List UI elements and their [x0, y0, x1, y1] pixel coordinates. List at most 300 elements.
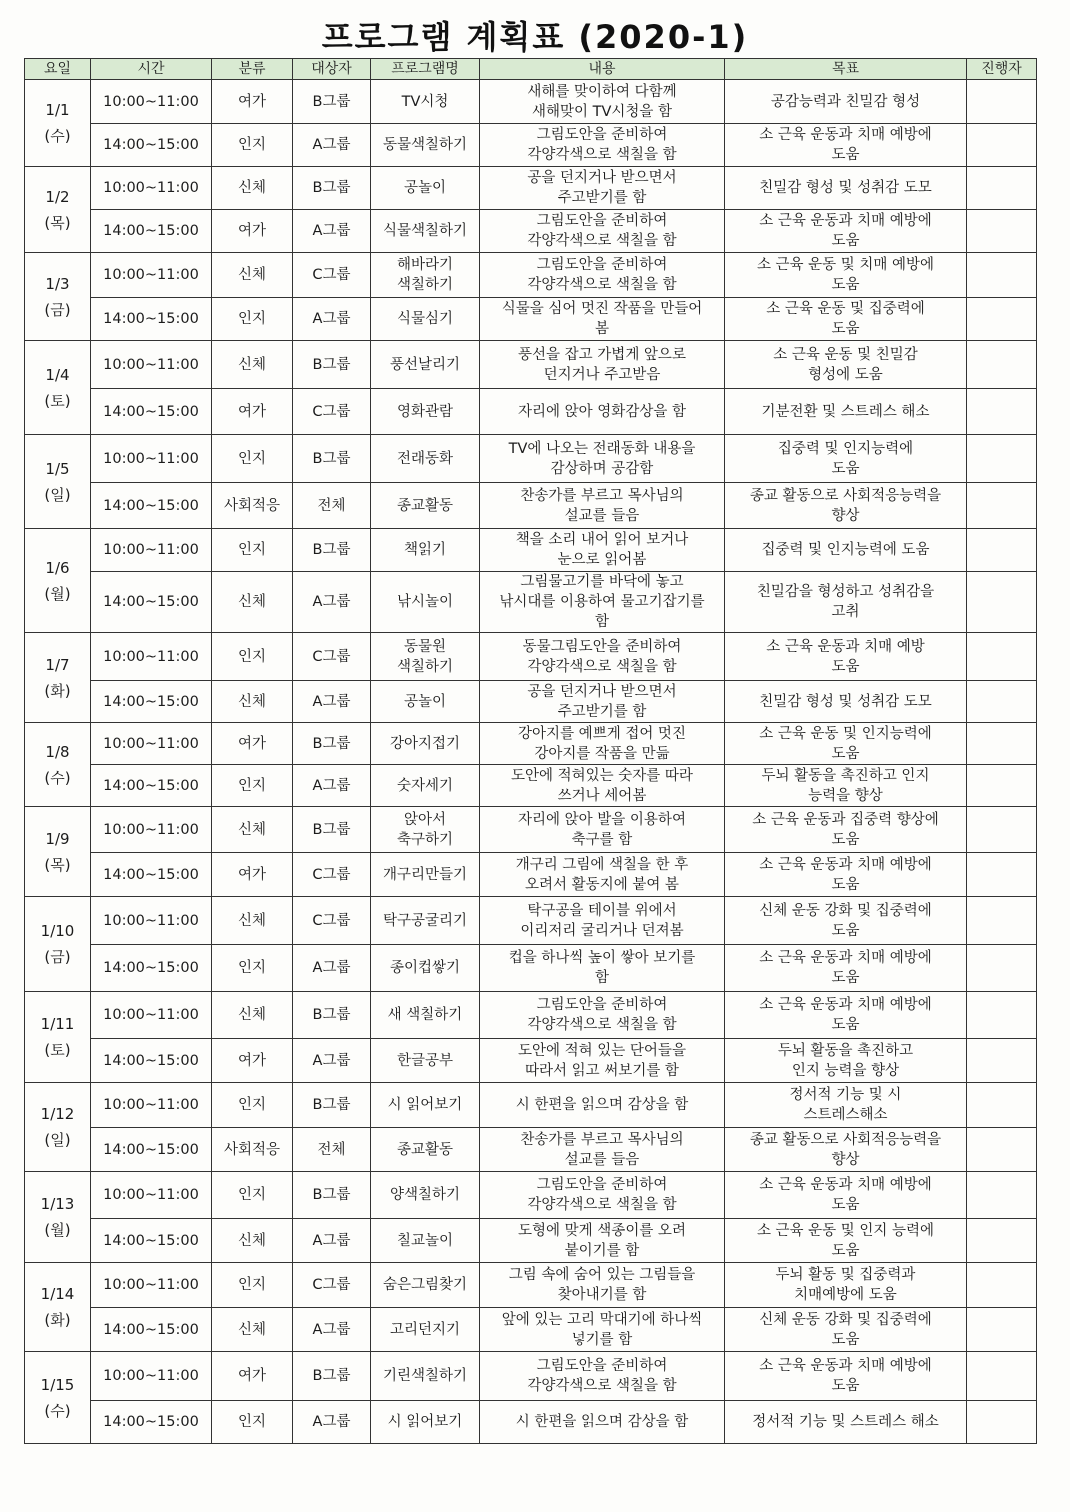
table-row: [25, 572, 1037, 633]
content-cell: [480, 992, 725, 1039]
table-row: [25, 1263, 1037, 1308]
cell-line: 붙이기를 함: [564, 1242, 640, 1259]
category-cell: 신체: [212, 1308, 293, 1352]
weekday-label: (목): [44, 213, 71, 232]
leader-cell: [967, 210, 1037, 253]
leader-cell: [967, 1128, 1037, 1172]
weekday-label: (토): [44, 1041, 71, 1059]
cell-line: 기린색칠하기: [382, 1368, 468, 1384]
date-label: 1/11: [40, 1015, 75, 1033]
time-cell: 10:00~11:00: [91, 992, 212, 1039]
date-cell: [25, 1083, 91, 1172]
content-cell: [480, 435, 725, 483]
cell-line: 양색칠하기: [389, 1187, 461, 1203]
content-cell: [480, 633, 725, 681]
leader-cell: [967, 253, 1037, 298]
date-label: 1/6: [45, 558, 70, 577]
weekday-label: (일): [44, 485, 71, 504]
time-cell: 14:00~15:00: [91, 483, 212, 529]
cell-line: 공을 던지거나 받으면서: [527, 683, 677, 700]
leader-cell: [967, 681, 1037, 723]
cell-line: 함: [594, 970, 609, 986]
date-cell: [25, 1352, 91, 1444]
leader-cell: [967, 1083, 1037, 1128]
cell-line: TV에 나오는 전래동화 내용을: [508, 440, 696, 457]
cell-line: 도움: [831, 658, 860, 675]
cell-line: 소 근육 운동 및 치매 예방에: [756, 257, 935, 273]
cell-line: 식물심기: [396, 311, 454, 327]
date-label: 1/13: [40, 1195, 75, 1213]
cell-line: 함: [594, 614, 609, 630]
category-cell: 여가: [212, 80, 293, 124]
leader-cell: [967, 1219, 1037, 1263]
cell-line: 종교 활동으로 사회적응능력을: [749, 1131, 942, 1148]
content-cell: [480, 341, 725, 389]
cell-line: 치매예방에 도움: [794, 1287, 897, 1303]
header-weekday: 요일: [25, 59, 91, 80]
cell-line: 집중력 및 인지능력에 도움: [761, 542, 930, 558]
leader-cell: [967, 389, 1037, 435]
goal-cell: [725, 483, 967, 529]
leader-cell: [967, 723, 1037, 765]
cell-line: 두뇌 활동을 촉진하고 인지: [761, 767, 930, 784]
table-row: [25, 1308, 1037, 1352]
date-label: 1/10: [40, 922, 75, 940]
cell-line: 따라서 읽고 써보기를 함: [525, 1062, 679, 1079]
time-cell: 10:00~11:00: [91, 807, 212, 853]
time-cell: 14:00~15:00: [91, 681, 212, 723]
group-cell: B그룹: [293, 992, 371, 1039]
cell-line: 도움: [831, 876, 860, 893]
cell-line: 형성에 도움: [808, 366, 883, 383]
cell-line: 각양각색으로 색칠을 함: [527, 1017, 677, 1033]
leader-cell: [967, 1352, 1037, 1401]
table-row: [25, 1172, 1037, 1219]
cell-line: 이리저리 굴리거나 던져봄: [520, 922, 684, 939]
cell-line: 공놀이: [403, 180, 447, 196]
cell-line: 찾아내기를 함: [557, 1287, 647, 1303]
cell-line: 축구하기: [396, 831, 454, 848]
category-cell: 신체: [212, 253, 293, 298]
program-cell: [371, 80, 480, 124]
category-cell: 사회적응: [212, 483, 293, 529]
date-label: 1/14: [40, 1285, 75, 1303]
date-cell: [25, 167, 91, 253]
table-row: [25, 1039, 1037, 1083]
cell-line: 자리에 앉아 발을 이용하여: [518, 811, 686, 828]
cell-line: 향상: [831, 507, 860, 524]
program-cell: [371, 853, 480, 897]
program-cell: [371, 1083, 480, 1128]
time-cell: 10:00~11:00: [91, 1352, 212, 1401]
goal-cell: [725, 572, 967, 633]
table-row: [25, 853, 1037, 897]
cell-line: 도형에 맞게 색종이를 오려: [518, 1222, 686, 1239]
cell-line: 봄: [594, 321, 609, 337]
goal-cell: [725, 1172, 967, 1219]
cell-line: 넣기를 함: [571, 1331, 633, 1348]
cell-line: 두뇌 활동을 촉진하고: [777, 1042, 914, 1059]
program-cell: [371, 1128, 480, 1172]
goal-cell: [725, 1219, 967, 1263]
table-row: [25, 1128, 1037, 1172]
program-cell: [371, 435, 480, 483]
cell-line: 그림 속에 숨어 있는 그림들을: [508, 1267, 696, 1283]
table-row: [25, 681, 1037, 723]
cell-line: 숨은그림찾기: [382, 1277, 468, 1293]
table-row: [25, 80, 1037, 124]
time-cell: 14:00~15:00: [91, 298, 212, 341]
weekday-label: (수): [44, 1401, 71, 1420]
program-cell: [371, 529, 480, 572]
content-cell: [480, 572, 725, 633]
group-cell: B그룹: [293, 1172, 371, 1219]
cell-line: 낚시놀이: [396, 594, 454, 610]
program-cell: [371, 681, 480, 723]
leader-cell: [967, 992, 1037, 1039]
cell-line: 풍선을 잡고 가볍게 앞으로: [518, 346, 686, 363]
cell-line: 종교 활동으로 사회적응능력을: [749, 487, 942, 504]
group-cell: B그룹: [293, 341, 371, 389]
table-row: [25, 124, 1037, 167]
group-cell: A그룹: [293, 681, 371, 723]
group-cell: A그룹: [293, 124, 371, 167]
leader-cell: [967, 1308, 1037, 1352]
cell-line: 두뇌 활동 및 집중력과: [775, 1267, 916, 1283]
table-row: [25, 1219, 1037, 1263]
time-cell: 14:00~15:00: [91, 1308, 212, 1352]
leader-cell: [967, 807, 1037, 853]
group-cell: C그룹: [293, 253, 371, 298]
cell-line: 설교를 들음: [564, 1151, 640, 1168]
weekday-label: (일): [44, 1131, 71, 1149]
cell-line: 공놀이: [403, 693, 447, 710]
cell-line: 책읽기: [403, 542, 447, 558]
cell-line: 컵을 하나씩 높이 쌓아 보기를: [508, 950, 696, 966]
program-cell: [371, 1172, 480, 1219]
content-cell: [480, 1352, 725, 1401]
goal-cell: [725, 1263, 967, 1308]
cell-line: 색칠하기: [396, 658, 454, 675]
category-cell: 인지: [212, 633, 293, 681]
leader-cell: [967, 897, 1037, 945]
cell-line: 탁구공을 테이블 위에서: [527, 902, 677, 919]
goal-cell: [725, 1352, 967, 1401]
weekday-label: (월): [44, 584, 71, 603]
cell-line: 도움: [831, 745, 860, 762]
cell-line: 고취: [831, 604, 860, 620]
date-label: 1/15: [40, 1375, 75, 1394]
cell-line: 숫자세기: [396, 777, 454, 794]
cell-line: 시 읽어보기: [387, 1097, 463, 1113]
date-cell: [25, 992, 91, 1083]
program-cell: [371, 298, 480, 341]
group-cell: B그룹: [293, 723, 371, 765]
category-cell: 인지: [212, 1172, 293, 1219]
cell-line: 능력을 향상: [808, 787, 883, 804]
cell-line: 고리던지기: [389, 1321, 461, 1338]
goal-cell: [725, 897, 967, 945]
group-cell: A그룹: [293, 1308, 371, 1352]
date-cell: [25, 435, 91, 529]
category-cell: 인지: [212, 435, 293, 483]
cell-line: 책을 소리 내어 읽어 보거나: [515, 532, 689, 548]
cell-line: 스트레스해소: [803, 1107, 888, 1123]
program-cell: [371, 341, 480, 389]
program-cell: [371, 389, 480, 435]
program-cell: [371, 765, 480, 807]
category-cell: 신체: [212, 807, 293, 853]
content-cell: [480, 124, 725, 167]
cell-line: 새해맞이 TV시청을 함: [531, 103, 673, 120]
time-cell: 10:00~11:00: [91, 253, 212, 298]
cell-line: 동물원: [403, 638, 447, 655]
cell-line: 소 근육 운동과 치매 예방에: [759, 856, 932, 873]
table-row: [25, 1083, 1037, 1128]
table-row: [25, 210, 1037, 253]
cell-line: 도움: [831, 277, 860, 293]
cell-line: 소 근육 운동과 치매 예방에: [759, 127, 932, 143]
leader-cell: [967, 572, 1037, 633]
group-cell: B그룹: [293, 1352, 371, 1401]
cell-line: 도움: [831, 1378, 860, 1394]
cell-line: 기분전환 및 스트레스 해소: [761, 403, 930, 420]
cell-line: 소 근육 운동과 집중력 향상에: [752, 811, 939, 828]
cell-line: 앉아서: [403, 811, 447, 828]
time-cell: 14:00~15:00: [91, 1128, 212, 1172]
leader-cell: [967, 633, 1037, 681]
header-content: 내용: [480, 59, 725, 80]
goal-cell: [725, 1083, 967, 1128]
cell-line: 공을 던지거나 받으면서: [527, 170, 677, 186]
category-cell: 인지: [212, 1263, 293, 1308]
schedule-body: [25, 80, 1037, 1444]
content-cell: [480, 1172, 725, 1219]
cell-line: 자리에 앉아 영화감상을 함: [518, 403, 686, 420]
time-cell: 10:00~11:00: [91, 1083, 212, 1128]
content-cell: [480, 298, 725, 341]
goal-cell: [725, 992, 967, 1039]
program-cell: [371, 945, 480, 992]
category-cell: 인지: [212, 765, 293, 807]
content-cell: [480, 765, 725, 807]
cell-line: 도움: [831, 831, 860, 848]
cell-line: 친밀감 형성 및 성취감 도모: [759, 693, 932, 710]
table-row: [25, 807, 1037, 853]
leader-cell: [967, 1263, 1037, 1308]
goal-cell: [725, 633, 967, 681]
cell-line: 축구를 함: [571, 831, 633, 848]
group-cell: 전체: [293, 483, 371, 529]
leader-cell: [967, 80, 1037, 124]
leader-cell: [967, 298, 1037, 341]
date-cell: [25, 253, 91, 341]
category-cell: 신체: [212, 681, 293, 723]
category-cell: 여가: [212, 389, 293, 435]
group-cell: A그룹: [293, 1401, 371, 1444]
category-cell: 사회적응: [212, 1128, 293, 1172]
cell-line: 정서적 기능 및 스트레스 해소: [752, 1414, 939, 1430]
cell-line: 도움: [831, 1017, 860, 1033]
table-row: [25, 897, 1037, 945]
time-cell: 14:00~15:00: [91, 853, 212, 897]
table-row: [25, 1401, 1037, 1444]
goal-cell: [725, 1308, 967, 1352]
cell-line: 그림물고기를 바닥에 놓고: [520, 574, 684, 590]
time-cell: 10:00~11:00: [91, 633, 212, 681]
cell-line: 도안에 적혀있는 숫자를 따라: [511, 767, 693, 784]
content-cell: [480, 529, 725, 572]
cell-line: 탁구공굴리기: [382, 912, 468, 929]
goal-cell: [725, 723, 967, 765]
cell-line: 풍선날리기: [389, 356, 461, 373]
cell-line: 도움: [831, 970, 860, 986]
content-cell: [480, 210, 725, 253]
cell-line: 주고받기를 함: [557, 190, 647, 206]
group-cell: A그룹: [293, 1039, 371, 1083]
header-row: [25, 59, 1037, 80]
goal-cell: [725, 341, 967, 389]
category-cell: 신체: [212, 992, 293, 1039]
table-row: [25, 298, 1037, 341]
weekday-label: (목): [44, 855, 71, 874]
table-row: [25, 633, 1037, 681]
cell-line: 도움: [831, 321, 860, 337]
cell-line: 시 읽어보기: [387, 1414, 463, 1430]
program-cell: [371, 897, 480, 945]
cell-line: 친밀감 형성 및 성취감 도모: [759, 180, 932, 196]
program-cell: [371, 1219, 480, 1263]
content-cell: [480, 897, 725, 945]
leader-cell: [967, 1172, 1037, 1219]
cell-line: 던지거나 주고받음: [543, 366, 661, 383]
content-cell: [480, 807, 725, 853]
cell-line: 강아지를 예쁘게 접어 멋진: [518, 725, 686, 742]
goal-cell: [725, 1401, 967, 1444]
group-cell: C그룹: [293, 1263, 371, 1308]
time-cell: 10:00~11:00: [91, 80, 212, 124]
group-cell: B그룹: [293, 80, 371, 124]
program-cell: [371, 1039, 480, 1083]
cell-line: 찬송가를 부르고 목사님의: [520, 487, 684, 504]
goal-cell: [725, 435, 967, 483]
goal-cell: [725, 807, 967, 853]
group-cell: C그룹: [293, 389, 371, 435]
content-cell: [480, 853, 725, 897]
table-row: [25, 253, 1037, 298]
time-cell: 10:00~11:00: [91, 529, 212, 572]
cell-line: 각양각색으로 색칠을 함: [527, 658, 677, 675]
leader-cell: [967, 765, 1037, 807]
cell-line: 소 근육 운동과 치매 예방에: [759, 213, 932, 229]
cell-line: 그림도안을 준비하여: [536, 997, 668, 1013]
category-cell: 인지: [212, 529, 293, 572]
table-row: [25, 389, 1037, 435]
content-cell: [480, 389, 725, 435]
cell-line: 소 근육 운동 및 친밀감: [773, 346, 918, 363]
cell-line: 시 한편을 읽으며 감상을 함: [515, 1097, 689, 1113]
cell-line: TV시청: [401, 93, 449, 110]
weekday-label: (수): [44, 768, 71, 787]
leader-cell: [967, 529, 1037, 572]
program-cell: [371, 1263, 480, 1308]
program-cell: [371, 210, 480, 253]
cell-line: 칠교놀이: [396, 1232, 454, 1249]
cell-line: 주고받기를 함: [557, 703, 647, 720]
weekday-label: (금): [44, 948, 71, 966]
program-cell: [371, 1401, 480, 1444]
weekday-label: (수): [44, 127, 71, 145]
category-cell: 여가: [212, 853, 293, 897]
program-cell: [371, 124, 480, 167]
cell-line: 쓰거나 세어봄: [557, 787, 647, 804]
category-cell: 신체: [212, 572, 293, 633]
header-time: 시간: [91, 59, 212, 80]
group-cell: B그룹: [293, 1083, 371, 1128]
time-cell: 10:00~11:00: [91, 1263, 212, 1308]
cell-line: 각양각색으로 색칠을 함: [527, 1378, 677, 1394]
cell-line: 도움: [831, 1242, 860, 1259]
cell-line: 친밀감을 형성하고 성취감을: [756, 584, 935, 600]
program-cell: [371, 633, 480, 681]
category-cell: 여가: [212, 210, 293, 253]
weekday-label: (화): [44, 1311, 71, 1329]
cell-line: 소 근육 운동과 치매 예방에: [759, 1358, 932, 1374]
goal-cell: [725, 1128, 967, 1172]
date-label: 1/8: [45, 742, 70, 761]
program-cell: [371, 253, 480, 298]
leader-cell: [967, 124, 1037, 167]
cell-line: 소 근육 운동 및 인지능력에: [759, 725, 932, 742]
cell-line: 눈으로 읽어봄: [557, 552, 647, 568]
cell-line: 개구리만들기: [382, 866, 468, 883]
goal-cell: [725, 124, 967, 167]
content-cell: [480, 723, 725, 765]
goal-cell: [725, 853, 967, 897]
cell-line: 오려서 활동지에 붙여 봄: [525, 876, 679, 893]
cell-line: 강아지접기: [389, 735, 461, 752]
content-cell: [480, 1263, 725, 1308]
content-cell: [480, 1219, 725, 1263]
group-cell: A그룹: [293, 298, 371, 341]
date-cell: [25, 80, 91, 167]
program-cell: [371, 992, 480, 1039]
cell-line: 새 색칠하기: [387, 1007, 463, 1023]
program-cell: [371, 807, 480, 853]
time-cell: 10:00~11:00: [91, 341, 212, 389]
table-row: [25, 992, 1037, 1039]
goal-cell: [725, 80, 967, 124]
time-cell: 14:00~15:00: [91, 389, 212, 435]
date-cell: [25, 807, 91, 897]
table-row: [25, 435, 1037, 483]
category-cell: 신체: [212, 897, 293, 945]
goal-cell: [725, 529, 967, 572]
category-cell: 신체: [212, 1219, 293, 1263]
time-cell: 14:00~15:00: [91, 945, 212, 992]
category-cell: 여가: [212, 1039, 293, 1083]
goal-cell: [725, 765, 967, 807]
content-cell: [480, 80, 725, 124]
cell-line: 종이컵쌓기: [389, 960, 461, 976]
table-row: [25, 765, 1037, 807]
table-row: [25, 341, 1037, 389]
cell-line: 종교활동: [396, 1141, 454, 1158]
leader-cell: [967, 1401, 1037, 1444]
time-cell: 14:00~15:00: [91, 1039, 212, 1083]
weekday-label: (금): [44, 300, 71, 319]
cell-line: 찬송가를 부르고 목사님의: [520, 1131, 684, 1148]
